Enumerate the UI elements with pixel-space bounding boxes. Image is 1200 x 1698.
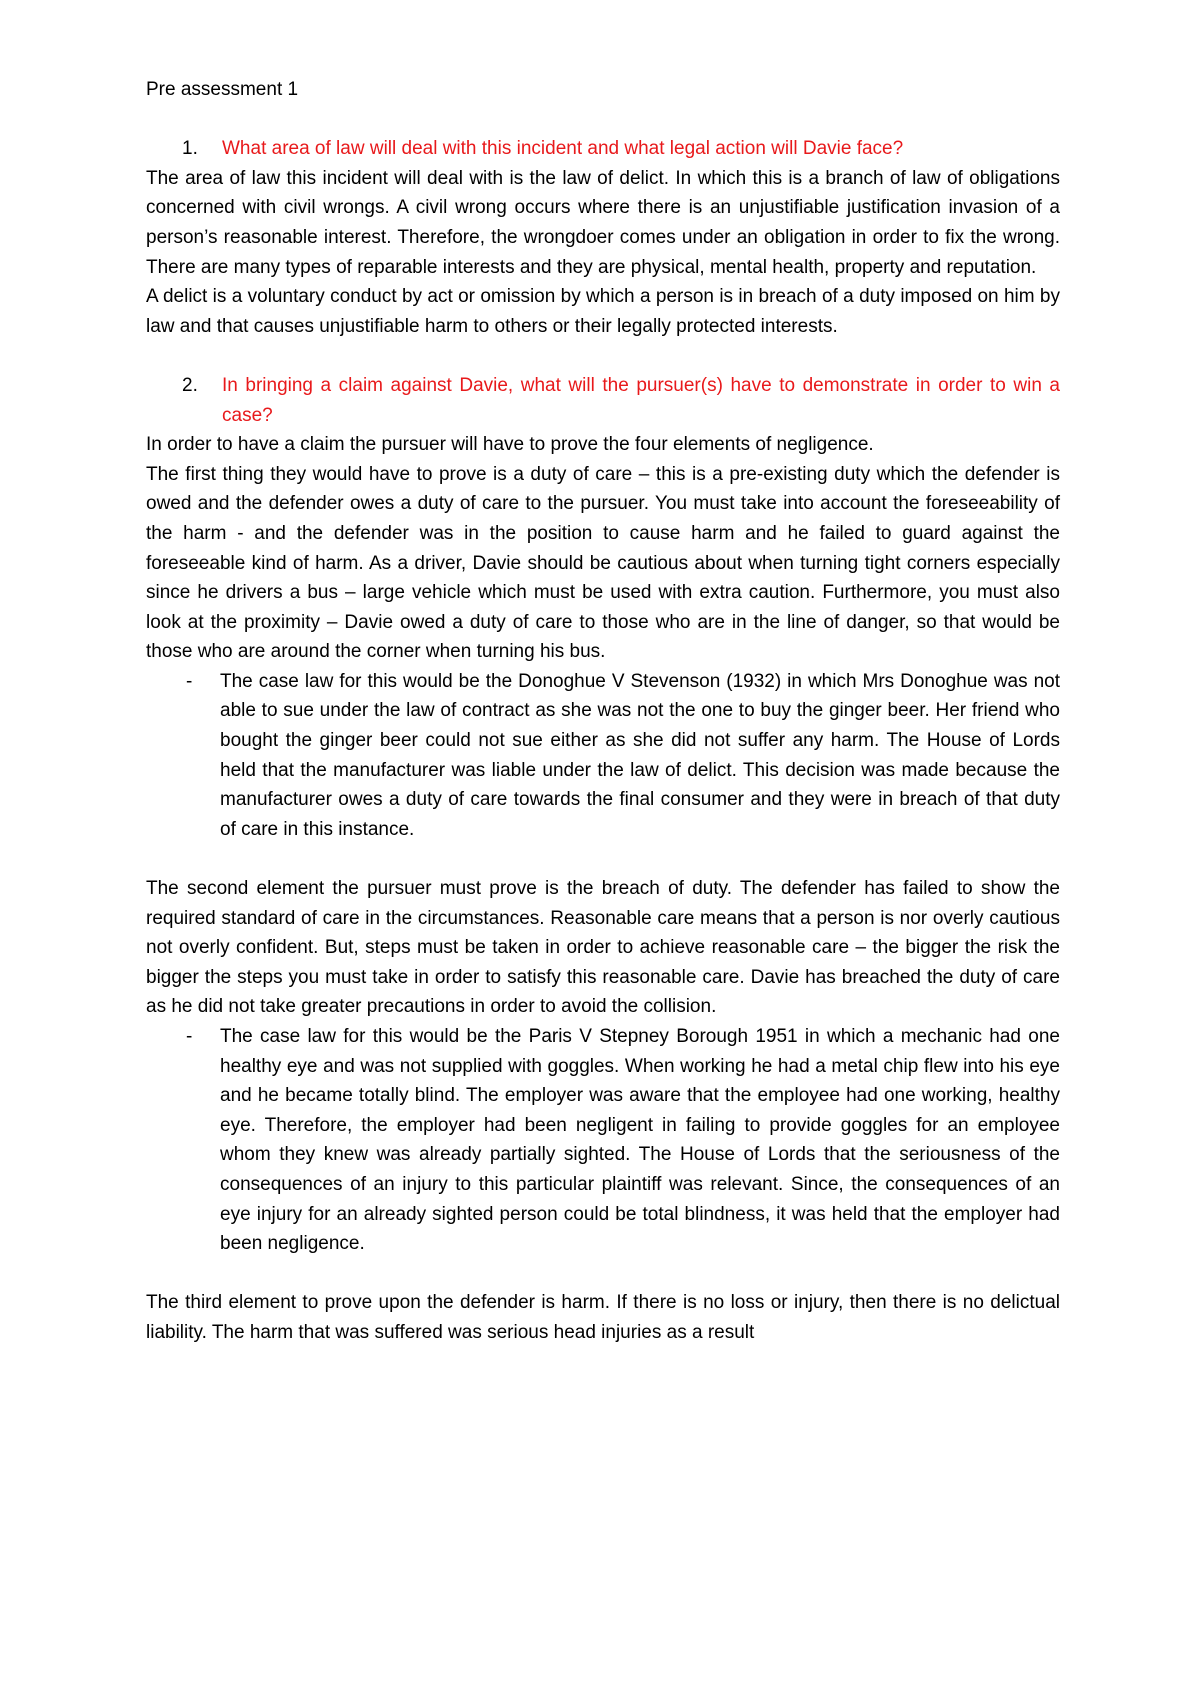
- case-law-paris-text: The case law for this would be the Paris V Stepney Borough 1951 in which a mechanic had one healthy eye and was not supplied with goggles. When working he had a metal chip flew into his eye and he became totally blind. The employer was aware that the employee had one working, healthy eye. Therefore, the employer had been negligent in failing to provide goggles for an employee whom they knew was already partially sighted. The House of Lords that the seriousness of the consequences of an injury to this particular plaintiff was relevant. Since, the consequences of an eye injury for an already sighted person could be total blindness, it was held that the employer had been negligence.: [220, 1026, 1060, 1255]
- answer-1-paragraph-1: The area of law this incident will deal with is the law of delict. In which this is a branch of law of obligations concerned with civil wrongs. A civil wrong occurs where there is an unjustifiable justification invasion of a person’s reasonable interest. Therefore, the wrongdoer comes under an obligation in order to fix the wrong. There are many types of reparable interests and they are physical, mental health, property and reputation.: [146, 167, 1060, 278]
- question-2-number: 2.: [182, 374, 198, 396]
- answer-2-duty-of-care: The first thing they would have to prove is a duty of care – this is a pre-existing duty which the defender is owed and the defender owes a duty of care to the pursuer. You must take into account the foreseeability of the harm - and the defender was in the position to cause harm and he failed to guard against the foreseeable kind of harm. As a driver, Davie should be cautious about when turning tight corners especially since he drivers a bus – large vehicle which must be used with extra caution. Furthermore, you must also look at the proximity – Davie owed a duty of care to those who are in the line of danger, so that would be those who are around the corner when turning his bus.: [146, 463, 1060, 663]
- spacer: [146, 1259, 1060, 1289]
- case-law-donoghue: [146, 667, 1060, 845]
- question-2-text: In bringing a claim against Davie, what will the pursuer(s) have to demonstrate in order to win a case?: [222, 374, 1060, 426]
- question-2: [146, 371, 1060, 430]
- spacer: [146, 341, 1060, 371]
- answer-1-paragraph-2: A delict is a voluntary conduct by act or omission by which a person is in breach of a duty imposed on him by law and that causes unjustifiable harm to others or their legally protected interests.: [146, 286, 1060, 337]
- case-law-donoghue-text: The case law for this would be the Donoghue V Stevenson (1932) in which Mrs Donoghue was not able to sue under the law of contract as she was not the one to buy the ginger beer. Her friend who bought the ginger beer could not sue either as she did not suffer any harm. The House of Lords held that the manufacturer was liable under the law of delict. This decision was made because the manufacturer owes a duty of care towards the final consumer and they were in breach of that duty of care in this instance.: [220, 670, 1060, 840]
- document-title: Pre assessment 1: [146, 79, 299, 100]
- spacer: [146, 844, 1060, 874]
- bullet-dash: -: [186, 1026, 193, 1047]
- answer-2-breach-of-duty: The second element the pursuer must prove is the breach of duty. The defender has failed to show the required standard of care in the circumstances. Reasonable care means that a person is nor overly cautious not overly confident. But, steps must be taken in order to achieve reasonable care – the bigger the risk the bigger the steps you must take in order to satisfy this reasonable care. Davie has breached the duty of care as he did not take greater precautions in order to avoid the collision.: [146, 878, 1060, 1018]
- question-1-number: 1.: [182, 138, 198, 160]
- question-1: [146, 134, 1060, 164]
- case-law-paris: [146, 1022, 1060, 1259]
- answer-2-intro: In order to have a claim the pursuer will have to prove the four elements of negligence.: [146, 434, 874, 456]
- question-1-text: What area of law will deal with this incident and what legal action will Davie face?: [222, 138, 904, 160]
- answer-2-harm: The third element to prove upon the defender is harm. If there is no loss or injury, then there is no delictual liability. The harm that was suffered was serious head injuries as a result: [146, 1292, 1060, 1343]
- bullet-dash: -: [186, 670, 193, 692]
